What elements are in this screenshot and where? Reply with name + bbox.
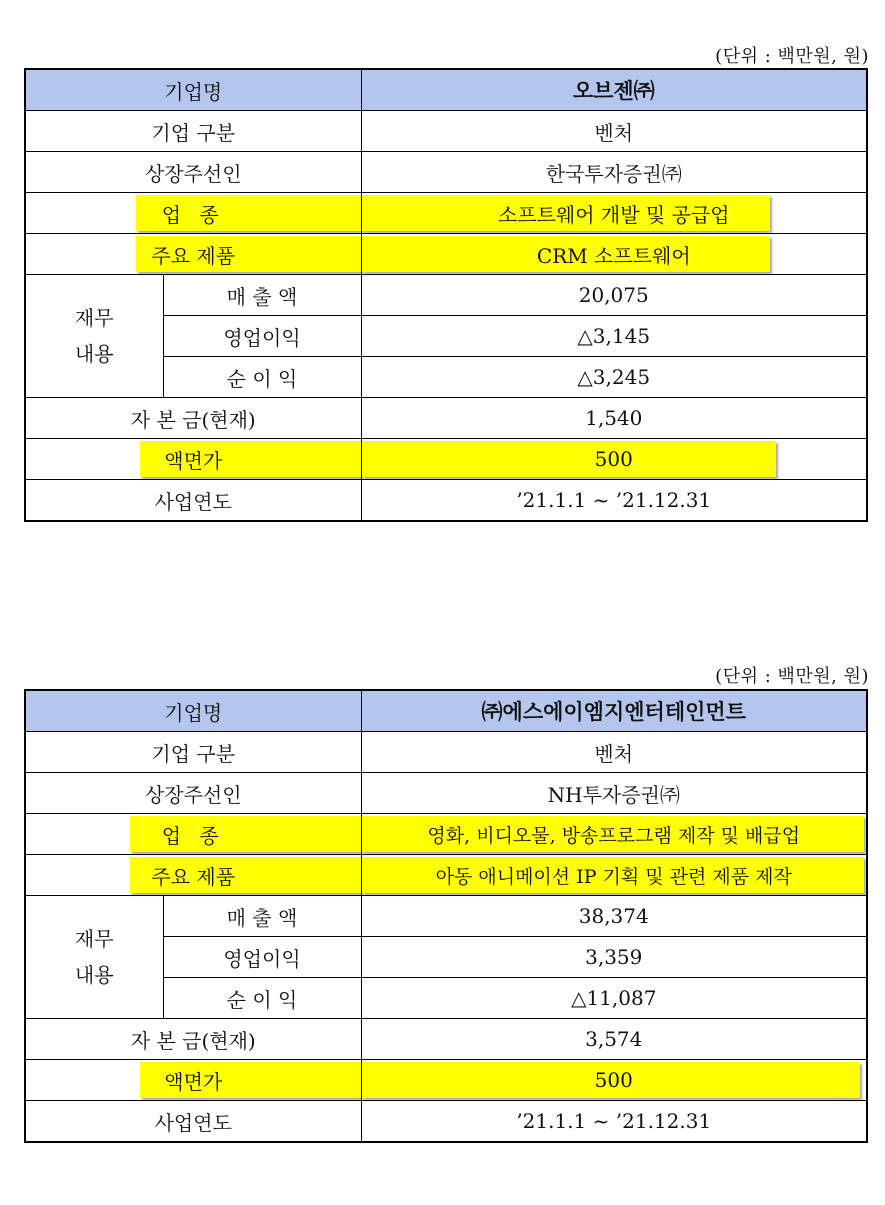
sales-value: 38,374 [361,896,867,937]
op-value: 3,359 [361,937,867,978]
company-table-2 [24,689,868,1143]
sales-value: 20,075 [361,275,867,316]
unit-note-2: (단위 : 백만원, 원) [715,666,869,687]
table-row [25,398,867,439]
net-value: △11,087 [361,978,867,1019]
product-value: 아동 애니메이션 IP 기획 및 관련 제품 제작 [361,855,867,896]
op-label: 영업이익 [163,316,361,357]
table-row [25,193,867,234]
year-value: ’21.1.1 ~ ’21.12.31 [361,480,867,522]
product-label: 주요 제품 [25,234,361,275]
capital-value: 1,540 [361,398,867,439]
underwriter-value: NH투자증권㈜ [361,773,867,814]
table-row [25,814,867,855]
underwriter-label: 상장주선인 [25,773,361,814]
year-label: 사업연도 [25,480,361,522]
type-value: 벤처 [361,111,867,152]
table-row [25,1019,867,1060]
op-label: 영업이익 [163,937,361,978]
net-label: 순 이 익 [163,357,361,398]
table-row [25,732,867,773]
table-row [25,1060,867,1101]
table-row [25,439,867,480]
industry-label: 업 종 [25,814,361,855]
net-label: 순 이 익 [163,978,361,1019]
table-row [25,152,867,193]
capital-label: 자 본 금(현재) [25,398,361,439]
par-value: 500 [361,439,867,480]
company-name-cell: ㈜에스에이엠지엔터테인먼트 [361,690,867,732]
company-name-cell: 오브젠㈜ [361,69,867,111]
header-label-cell: 기업명 [25,69,361,111]
net-value: △3,245 [361,357,867,398]
type-label: 기업 구분 [25,111,361,152]
table-row [25,1101,867,1143]
par-label: 액면가 [25,1060,361,1101]
header-label-cell: 기업명 [25,690,361,732]
company-table-1 [24,68,868,522]
table-row [25,480,867,522]
type-value: 벤처 [361,732,867,773]
year-label: 사업연도 [25,1101,361,1143]
sales-label: 매 출 액 [163,896,361,937]
underwriter-value: 한국투자증권㈜ [361,152,867,193]
underwriter-label: 상장주선인 [25,152,361,193]
capital-value: 3,574 [361,1019,867,1060]
industry-label: 업 종 [25,193,361,234]
finance-label: 재무 내용 [25,896,163,1019]
table-row [25,896,867,937]
op-value: △3,145 [361,316,867,357]
industry-value: 소프트웨어 개발 및 공급업 [361,193,867,234]
table-row [25,111,867,152]
table-row [25,234,867,275]
industry-value: 영화, 비디오물, 방송프로그램 제작 및 배급업 [361,814,867,855]
sales-label: 매 출 액 [163,275,361,316]
unit-note-1: (단위 : 백만원, 원) [715,46,869,67]
par-value: 500 [361,1060,867,1101]
par-label: 액면가 [25,439,361,480]
capital-label: 자 본 금(현재) [25,1019,361,1060]
table-row [25,690,867,732]
type-label: 기업 구분 [25,732,361,773]
table-row [25,773,867,814]
product-value: CRM 소프트웨어 [361,234,867,275]
table-row [25,855,867,896]
finance-label: 재무 내용 [25,275,163,398]
year-value: ’21.1.1 ~ ’21.12.31 [361,1101,867,1143]
table-row [25,275,867,316]
product-label: 주요 제품 [25,855,361,896]
table-row [25,69,867,111]
